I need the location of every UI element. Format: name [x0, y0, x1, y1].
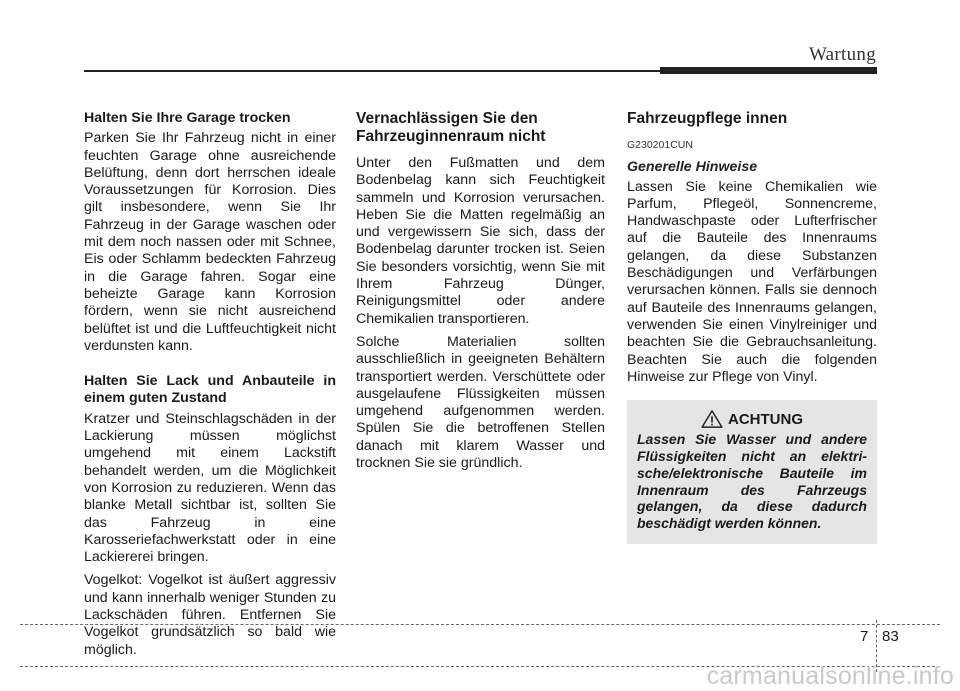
- warning-box: [627, 400, 877, 544]
- warning-title: ACHTUNG: [728, 410, 803, 428]
- paragraph-materials: Solche Materialien sollten ausschließlich in geeigneten Behältern transportiert werden. Verschüttete oder ausgelaufene Flüssigkeiten müssen umgehend aufgenommen werden. Spülen Sie die betroffenen Stellen danach mit klarem Wasser und trocknen Sie sie gründlich.: [356, 333, 605, 472]
- watermark: carmanualsonline.info: [706, 662, 954, 690]
- footer-divider-top: [20, 624, 940, 625]
- section-code: G230201CUN: [627, 139, 693, 151]
- section-heading-interior-care: Fahrzeugpflege innen: [627, 110, 788, 127]
- header-rule-thin: [84, 70, 664, 72]
- warning-triangle-icon: [701, 410, 723, 428]
- column-left: [84, 110, 336, 665]
- column-middle: [356, 110, 605, 478]
- section-heading-paint: Halten Sie Lack und Anbauteile in einem guten Zustand: [84, 373, 336, 407]
- header-rule-thick: [660, 67, 877, 74]
- column-right: [627, 110, 877, 544]
- paragraph-chemicals: Lassen Sie keine Chemikalien wie Parfum, Pflegeöl, Sonnencreme, Handwaschpaste oder Lufterfrischer auf die Bauteile des Innenraums gelangen, da diese Substanzen Beschädigungen und Verfärbungen verursachen können. Falls sie dennoch auf Bauteile des Innenraums gelangen, verwenden Sie einen Vinylreiniger und beachten Sie die Gebrauchsanleitung. Beachten Sie auch die folgenden Hinweise zur Pflege von Vinyl.: [627, 178, 877, 385]
- section-heading-garage: Halten Sie Ihre Garage trocken: [84, 110, 291, 126]
- paragraph-garage: Parken Sie Ihr Fahrzeug nicht in einer feuchten Garage ohne ausreichende Belüftung, denn dort herrschen ideale Voraussetzungen für Korrosion. Dies gilt insbesondere, wenn Sie Ihr Fahrzeug in der Garage waschen oder mit dem noch nassen oder mit Schnee, Eis oder Schlamm bedeckten Fahrzeug in die Garage fahren. Sogar eine beheizte Garage kann Korrosion fördern, wenn sie nicht ausreichend belüftet ist und die Luftfeuchtigkeit nicht verdunsten kann.: [84, 130, 336, 354]
- paragraph-mats: Unter den Fußmatten und dem Bodenbelag kann sich Feuchtigkeit sammeln und Korrosion verursachen. Heben Sie die Matten regelmäßig an und vergewissern Sie sich, dass der Bodenbelag darunter trocken ist. Seien Sie besonders vorsichtig, wenn Sie mit Ihrem Fahrzeug Dünger, Reinigungsmittel oder andere Chemikalien transportieren.: [356, 155, 605, 327]
- subheading-general: Generelle Hinweise: [627, 159, 758, 176]
- warning-text: Lassen Sie Wasser und andere Flüssigkeiten nicht an elektri-sche/elektronische Bauteile im Innenraum des Fahrzeugs gelangen, da diese dadurch beschädigt werden können.: [637, 431, 867, 532]
- section-heading-interior: Vernachlässigen Sie den Fahrzeuginnenraum nicht: [356, 110, 546, 145]
- page-header-title: Wartung: [808, 44, 876, 65]
- chapter-number: 7: [860, 628, 869, 645]
- page-number: 83: [882, 628, 899, 645]
- paragraph-paint: Kratzer und Steinschlagschäden in der Lackierung müssen möglichst umgehend mit einem Lackstift behandelt werden, um die Möglichkeit von Korrosion zu reduzieren. Wenn das blanke Metall sichtbar ist, sollten Sie das Fahrzeug in eine Karosseriefachwerkstatt oder in eine Lackiererei bringen.: [84, 410, 336, 566]
- paragraph-bird-droppings: Vogelkot: Vogelkot ist äußert aggressiv und kann innerhalb weniger Stunden zu Lackschäden führen. Entfernen Sie Vogelkot grundsätzlich so bald wie möglich.: [84, 572, 336, 658]
- warning-header: [637, 410, 867, 428]
